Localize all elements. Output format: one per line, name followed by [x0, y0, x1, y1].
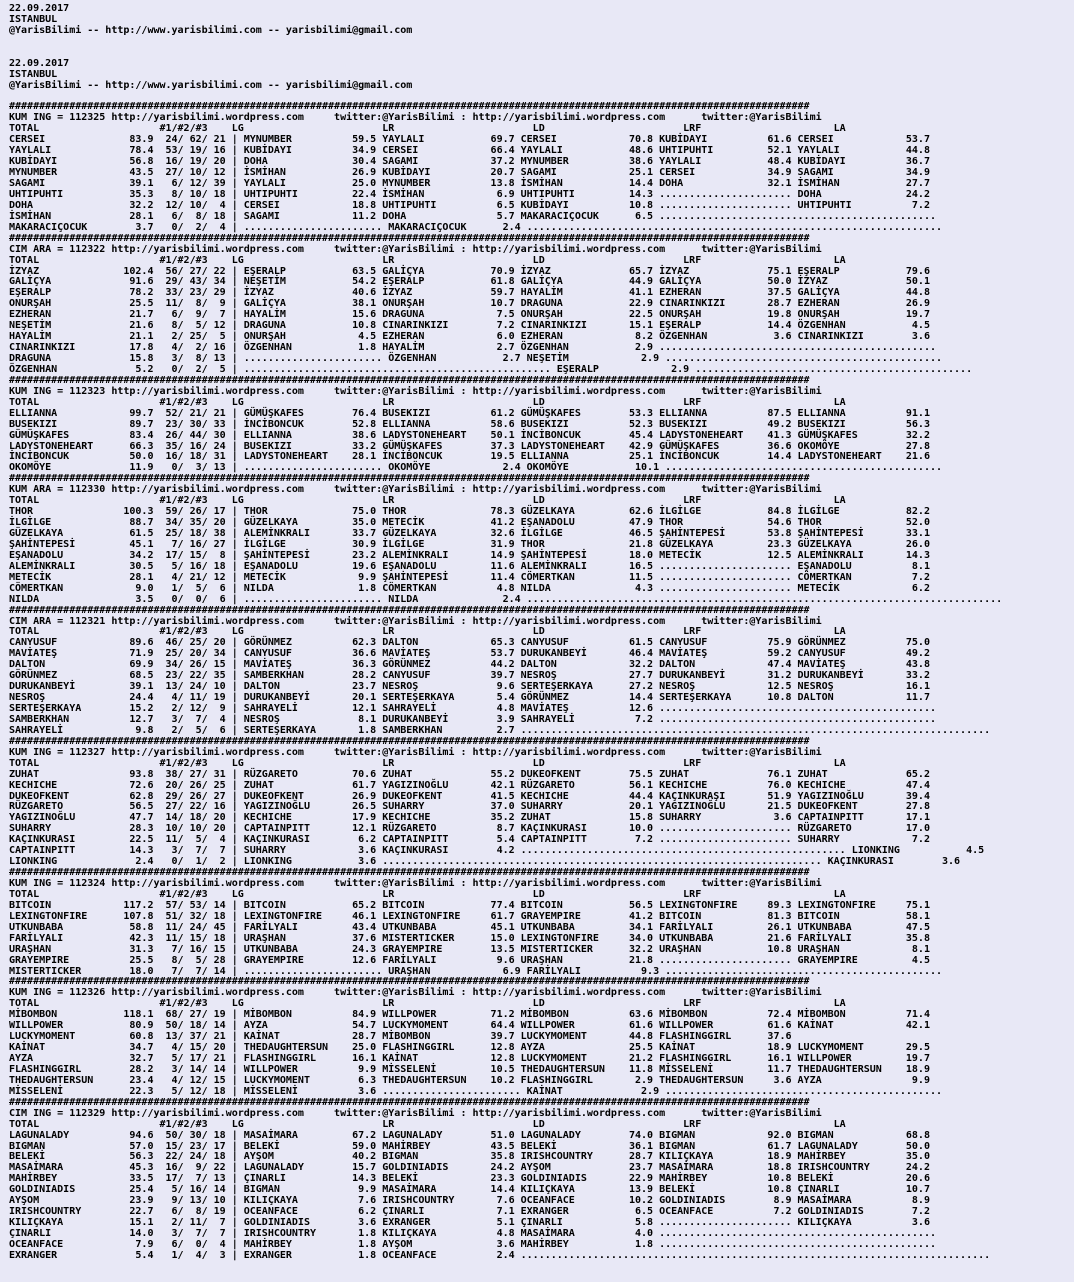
result-row: KAÇINKURASI 22.5 11/ 5/ 4 | KAÇINKURASI 6.2 CAPTAINPITT 5.4 CAPTAINPITT 7.2 ...................... SUHARRY 7.2 [9, 834, 930, 846]
race-title: KUM ING = 112324 http://yarisbilimi.wordpress.com twitter:@YarisBilimi : http://yarisbilimi.wordpress.com twitter:@YarisBilimi [9, 878, 822, 889]
result-row: URAŞHAN 31.3 7/ 16/ 15 | UTKUNBABA 24.3 GRAYEMPIRE 13.5 MISTERTICKER 32.2 URAŞHAN 10.8 URAŞHAN 8.1 [9, 943, 930, 955]
result-row: İSMİHAN 28.1 6/ 8/ 18 | SAGAMI 11.2 DOHA 5.7 MAKARACIÇOCUK 6.5 .............................................. [9, 210, 936, 222]
separator-line: ##################################################################################################################################### [9, 604, 810, 616]
result-row: MAVİATEŞ 71.9 25/ 20/ 34 | CANYUSUF 36.6 MAVİATEŞ 53.7 DURUKANBEYİ 46.4 MAVİATEŞ 59.2 CANYUSUF 49.2 [9, 648, 930, 660]
result-row: YAGIZINOĞLU 47.7 14/ 18/ 20 | KECHICHE 17.9 KECHICHE 35.2 ZUHAT 15.8 SUHARRY 3.6 CAPTAINPITT 17.1 [9, 812, 930, 824]
column-header: TOTAL #1/#2/#3 LG LR LD LRF LA [9, 495, 846, 507]
result-row: METECİK 28.1 4/ 21/ 12 | METECİK 9.9 ŞAHİNTEPESİ 11.4 CÖMERTKAN 11.5 ...................... CÖMERTKAN 7.2 [9, 571, 930, 583]
result-row: İZYAZ 102.4 56/ 27/ 22 | EŞERALP 63.5 GALİÇYA 70.9 İZYAZ 65.7 İZYAZ 75.1 EŞERALP 79.6 [9, 265, 930, 277]
result-row: NILDA 3.5 0/ 0/ 6 | ....................... NILDA 2.4 ............................................................................... [9, 593, 1003, 605]
result-row: BITCOIN 117.2 57/ 53/ 14 | BITCOIN 65.2 BITCOIN 77.4 BITCOIN 56.5 LEXINGTONFIRE 89.3 LEXINGTONFIRE 75.1 [9, 899, 930, 911]
result-row: SAHRAYELİ 9.8 2/ 5/ 6 | SERTEŞERKAYA 1.8 SAMBERKHAN 2.7 .............................................................................. [9, 724, 991, 736]
result-row: ELLIANNA 99.7 52/ 21/ 21 | GÜMÜŞKAFES 76.4 BUSEKIZI 61.2 GÜMÜŞKAFES 53.3 ELLIANNA 87.5 ELLIANNA 91.1 [9, 407, 930, 419]
result-row: ZUHAT 93.8 38/ 27/ 31 | RÜZGARETO 70.6 ZUHAT 55.2 DUKEOFKENT 75.5 ZUHAT 76.1 ZUHAT 65.2 [9, 768, 930, 780]
result-row: OCEANFACE 7.9 6/ 0/ 4 | MAHİRBEY 1.8 AYŞOM 3.6 MAHİRBEY 1.8 .............................................. [9, 1238, 936, 1250]
result-row: HAYALİM 21.1 2/ 25/ 5 | ONURŞAH 4.5 EZHERAN 6.0 EZHERAN 8.2 ÖZGENHAN 3.6 CINARINKIZI 3.6 [9, 331, 930, 343]
result-row: CAPTAINPITT 14.3 3/ 7/ 7 | SUHARRY 3.6 KAÇINKURASI 4.2 ...................................................... LIONKING 4.5 [9, 845, 985, 857]
column-header: TOTAL #1/#2/#3 LG LR LD LRF LA [9, 396, 846, 408]
race-title: CIM ING = 112329 http://yarisbilimi.wordpress.com twitter:@YarisBilimi : http://yarisbilimi.wordpress.com twitter:@YarisBilimi [9, 1107, 822, 1119]
header-line: ISTANBUL [9, 13, 58, 25]
result-row: BUSEKIZI 89.7 23/ 30/ 33 | İNCİBONCUK 52.8 ELLIANNA 58.6 BUSEKIZI 52.3 BUSEKIZI 49.2 BUSEKIZI 56.3 [9, 418, 930, 430]
result-row: KECHICHE 72.6 20/ 26/ 25 | ZUHAT 61.7 YAGIZINOĞLU 42.1 RÜZGARETO 56.1 KECHICHE 76.0 KECHICHE 47.4 [9, 779, 930, 791]
result-row: MİBOMBON 118.1 68/ 27/ 19 | MİBOMBON 84.9 WILLPOWER 71.2 MİBOMBON 63.6 MİBOMBON 72.4 MİBOMBON 71.4 [9, 1009, 930, 1021]
result-row: NEŞETİM 21.6 8/ 5/ 12 | DRAGUNA 10.8 CINARINKIZI 7.2 CINARINKIZI 15.1 EŞERALP 14.4 ÖZGENHAN 4.5 [9, 320, 930, 332]
result-row: DRAGUNA 15.8 3/ 8/ 13 | ....................... ÖZGENHAN 2.7 NEŞETİM 2.9 .............................................. [9, 353, 942, 364]
result-row: FLASHINGGIRL 28.2 3/ 14/ 14 | WILLPOWER 9.9 MİSSELENİ 10.5 THEDAUGHTERSUN 11.8 MİSSELENİ 11.7 THEDAUGHTERSUN 18.9 [9, 1063, 930, 1075]
result-row: LAGUNALADY 94.6 50/ 30/ 18 | MASAİMARA 67.2 LAGUNALADY 51.0 LAGUNALADY 74.0 BIGMAN 92.0 BIGMAN 68.8 [9, 1129, 930, 1141]
column-header: TOTAL #1/#2/#3 LG LR LD LRF LA [9, 626, 846, 638]
race-title: KUM ING = 112325 http://yarisbilimi.wordpress.com twitter:@YarisBilimi : http://yarisbilimi.wordpress.com twitter:@YarisBilimi [9, 112, 822, 124]
result-row: MİSSELENİ 22.3 5/ 12/ 18 | MİSSELENİ 3.6 ....................... KAİNAT 2.9 .............................................. [9, 1085, 942, 1097]
result-row: GÜMÜŞKAFES 83.4 26/ 44/ 30 | ELLIANNA 38.6 LADYSTONEHEART 50.1 İNCİBONCUK 45.4 LADYSTONEHEART 41.3 GÜMÜŞKAFES 32.2 [9, 429, 930, 441]
result-row: DOHA 32.2 12/ 10/ 4 | CERSEI 18.8 UHTIPUHTI 6.5 KUBİDAYI 10.8 ...................... UHTIPUHTI 7.2 [9, 199, 930, 211]
race-title: KUM ING = 112327 http://yarisbilimi.wordpress.com twitter:@YarisBilimi : http://yarisbilimi.wordpress.com twitter:@YarisBilimi [9, 746, 822, 758]
result-row: MASAİMARA 45.3 16/ 9/ 22 | LAGUNALADY 15.7 GOLDINIADIS 24.2 AYŞOM 23.7 MASAİMARA 18.8 IRISHCOUNTRY 24.2 [9, 1162, 930, 1174]
result-row: ONURŞAH 25.5 11/ 8/ 9 | GALİÇYA 38.1 ONURŞAH 10.7 DRAGUNA 22.9 CINARINKIZI 28.7 EZHERAN 26.9 [9, 298, 930, 310]
result-row: EXRANGER 5.4 1/ 4/ 3 | EXRANGER 1.8 OCEANFACE 2.4 .............................................................................. [9, 1249, 991, 1261]
header-line: @YarisBilimi -- http://www.yarisbilimi.com -- yarisbilimi@gmail.com [9, 79, 413, 91]
result-row: SERTEŞERKAYA 15.2 2/ 12/ 9 | SAHRAYELİ 12.1 SAHRAYELİ 4.8 MAVİATEŞ 12.6 .............................................. [9, 703, 936, 714]
race-title: CIM ARA = 112321 http://yarisbilimi.wordpress.com twitter:@YarisBilimi : http://yarisbilimi.wordpress.com twitter:@YarisBilimi [9, 615, 822, 627]
result-row: MAHİRBEY 33.5 17/ 7/ 13 | ÇINARLI 14.3 BELEKİ 23.3 GOLDINIADIS 22.9 MAHİRBEY 10.8 BELEKİ 20.6 [9, 1173, 930, 1185]
header-line [9, 48, 1074, 59]
result-row: CERSEI 83.9 24/ 62/ 21 | MYNUMBER 59.5 YAYLALI 69.7 CERSEI 70.8 KUBİDAYI 61.6 CERSEI 53.7 [9, 134, 930, 146]
result-row: İLGİLGE 88.7 34/ 35/ 20 | GÜZELKAYA 35.0 METECİK 41.2 EŞANADOLU 47.9 THOR 54.6 THOR 52.0 [9, 517, 930, 529]
result-row: EŞERALP 78.2 33/ 23/ 29 | İZYAZ 40.6 İZYAZ 59.7 HAYALİM 41.1 EZHERAN 37.5 GALİÇYA 44.8 [9, 287, 930, 299]
race-title: CIM ARA = 112322 http://yarisbilimi.wordpress.com twitter:@YarisBilimi : http://yarisbilimi.wordpress.com twitter:@YarisBilimi [9, 243, 822, 255]
column-header: TOTAL #1/#2/#3 LG LR LD LRF LA [9, 757, 846, 769]
result-row: IRISHCOUNTRY 22.7 6/ 8/ 19 | OCEANFACE 6.2 ÇINARLI 7.1 EXRANGER 6.5 OCEANFACE 7.2 GOLDINIADIS 7.2 [9, 1206, 930, 1218]
result-row: CÖMERTKAN 9.0 1/ 5/ 6 | NILDA 1.8 CÖMERTKAN 4.8 NILDA 4.3 ...................... METECİK 6.2 [9, 582, 930, 594]
result-row: GRAYEMPIRE 25.5 8/ 5/ 28 | GRAYEMPIRE 12.6 FARİLYALI 9.6 URAŞHAN 21.8 ...................... GRAYEMPIRE 4.5 [9, 954, 930, 966]
header-line: 22.09.2017 [9, 57, 70, 69]
result-row: UTKUNBABA 58.8 11/ 24/ 45 | FARİLYALI 43.4 UTKUNBABA 45.1 UTKUNBABA 34.1 FARİLYALI 26.1 UTKUNBABA 47.5 [9, 921, 930, 933]
column-header: TOTAL #1/#2/#3 LG LR LD LRF LA [9, 1118, 846, 1130]
header-line: @YarisBilimi -- http://www.yarisbilimi.com -- yarisbilimi@gmail.com [9, 24, 413, 36]
result-row: ŞAHİNTEPESİ 45.1 7/ 16/ 27 | İLGİLGE 30.9 İLGİLGE 31.9 THOR 21.8 GÜZELKAYA 23.3 GÜZELKAYA 26.0 [9, 538, 930, 550]
separator-line: ##################################################################################################################################### [9, 473, 810, 485]
race-title: KUM ING = 112323 http://yarisbilimi.wordpress.com twitter:@YarisBilimi : http://yarisbilimi.wordpress.com twitter:@YarisBilimi [9, 385, 822, 397]
result-row: MISTERTICKER 18.0 7/ 7/ 14 | ....................... URAŞHAN 6.9 FARİLYALI 9.3 .............................................. [9, 965, 942, 977]
separator-line: ##################################################################################################################################### [9, 374, 810, 386]
result-row: DALTON 69.9 34/ 26/ 15 | MAVİATEŞ 36.3 GÖRÜNMEZ 44.2 DALTON 32.2 DALTON 47.4 MAVİATEŞ 43.8 [9, 659, 930, 671]
result-row: LIONKING 2.4 0/ 1/ 2 | LIONKING 3.6 ......................................................................... KAÇINKURASI 3.6 [9, 856, 961, 868]
result-row: SUHARRY 28.3 10/ 10/ 20 | CAPTAINPITT 12.1 RÜZGARETO 8.7 KAÇINKURASI 10.0 ...................... RÜZGARETO 17.0 [9, 823, 930, 835]
result-row: BIGMAN 57.0 15/ 23/ 17 | BELEKİ 59.0 MAHİRBEY 43.5 BELEKİ 36.1 BIGMAN 61.7 LAGUNALADY 50.0 [9, 1140, 930, 1152]
separator-line: ##################################################################################################################################### [9, 976, 810, 988]
result-row: DURUKANBEYİ 39.1 13/ 24/ 10 | DALTON 23.7 NESROŞ 9.6 SERTEŞERKAYA 27.2 NESROŞ 12.5 NESROŞ 16.1 [9, 681, 930, 693]
separator-line: ##################################################################################################################################### [9, 1096, 810, 1108]
result-row: KUBİDAYI 56.8 16/ 19/ 20 | DOHA 30.4 SAGAMI 37.2 MYNUMBER 38.6 YAYLALI 48.4 KUBİDAYI 36.7 [9, 156, 930, 168]
column-header: TOTAL #1/#2/#3 LG LR LD LRF LA [9, 998, 846, 1010]
result-row: ÇINARLI 14.0 3/ 7/ 7 | IRISHCOUNTRY 1.8 KILIÇKAYA 4.8 MASAİMARA 4.0 .............................................. [9, 1228, 936, 1239]
separator-line: ##################################################################################################################################### [9, 232, 810, 244]
result-row: WILLPOWER 80.9 50/ 18/ 14 | AYZA 54.7 LUCKYMOMENT 64.4 WILLPOWER 61.6 WILLPOWER 61.6 KAİNAT 42.1 [9, 1020, 930, 1032]
column-header: TOTAL #1/#2/#3 LG LR LD LRF LA [9, 888, 846, 900]
result-row: AYŞOM 23.9 9/ 13/ 10 | KILIÇKAYA 7.6 IRISHCOUNTRY 7.6 OCEANFACE 10.2 GOLDINIADIS 8.9 MASAİMARA 8.9 [9, 1195, 930, 1207]
result-row: SAGAMI 39.1 6/ 12/ 39 | YAYLALI 25.0 MYNUMBER 13.8 İSMİHAN 14.4 DOHA 32.1 İSMİHAN 27.7 [9, 178, 930, 189]
result-row: LEXINGTONFIRE 107.8 51/ 32/ 18 | LEXINGTONFIRE 46.1 LEXINGTONFIRE 61.7 GRAYEMPIRE 41.2 BITCOIN 81.3 BITCOIN 58.1 [9, 910, 930, 922]
result-row: GOLDINIADIS 25.4 5/ 16/ 14 | BIGMAN 9.9 MASAİMARA 14.4 KILIÇKAYA 13.9 BELEKİ 10.8 ÇINARLI 10.7 [9, 1184, 930, 1196]
result-row: KILIÇKAYA 15.1 2/ 11/ 7 | GOLDINIADIS 3.6 EXRANGER 5.1 ÇINARLI 5.8 ...................... KILIÇKAYA 3.6 [9, 1217, 930, 1229]
header-line: ISTANBUL [9, 68, 58, 80]
result-row: FARİLYALI 42.3 11/ 15/ 18 | URAŞHAN 37.6 MISTERTICKER 15.0 LEXINGTONFIRE 34.0 UTKUNBABA 21.6 FARİLYALI 35.8 [9, 932, 930, 944]
result-row: EZHERAN 21.7 6/ 9/ 7 | HAYALİM 15.6 DRAGUNA 7.5 ONURŞAH 22.5 ONURŞAH 19.8 ONURŞAH 19.7 [9, 309, 930, 321]
result-row: İNCİBONCUK 50.0 16/ 18/ 31 | LADYSTONEHEART 28.1 İNCİBONCUK 19.5 ELLIANNA 25.1 İNCİBONCUK 14.4 LADYSTONEHEART 21.6 [9, 451, 930, 463]
result-row: CINARINKIZI 17.8 4/ 2/ 16 | ÖZGENHAN 1.8 HAYALİM 2.7 ÖZGENHAN 2.9 .............................................. [9, 342, 936, 354]
result-row: GÜZELKAYA 61.5 25/ 18/ 38 | ALEMİNKRALI 33.7 GÜZELKAYA 32.6 İLGİLGE 46.5 ŞAHİNTEPESİ 53.8 ŞAHİNTEPESİ 33.1 [9, 528, 930, 539]
result-row: OKOMÖYE 11.9 0/ 3/ 13 | ....................... OKOMÖYE 2.4 OKOMÖYE 10.1 .............................................. [9, 462, 942, 474]
result-row: CANYUSUF 89.6 46/ 25/ 20 | GÖRÜNMEZ 62.3 DALTON 65.3 CANYUSUF 61.5 CANYUSUF 75.9 GÖRÜNMEZ 75.0 [9, 637, 930, 649]
header-line: 22.09.2017 [9, 3, 70, 14]
race-title: KUM ARA = 112330 http://yarisbilimi.wordpress.com twitter:@YarisBilimi : http://yarisbilimi.wordpress.com twitter:@YarisBilimi [9, 484, 822, 496]
result-row: LADYSTONEHEART 66.3 35/ 16/ 24 | BUSEKIZI 33.2 GÜMÜŞKAFES 37.3 LADYSTONEHEART 42.9 GÜMÜŞKAFES 36.6 OKOMÖYE 27.8 [9, 440, 930, 452]
result-row: UHTIPUHTI 35.3 8/ 10/ 18 | UHTIPUHTI 22.4 İSMİHAN 6.9 UHTIPUHTI 14.3 ...................... DOHA 24.2 [9, 188, 930, 200]
result-row: GALİÇYA 91.6 29/ 43/ 34 | NEŞETİM 54.2 EŞERALP 61.8 GALİÇYA 44.9 GALİÇYA 50.0 İZYAZ 50.1 [9, 276, 930, 288]
separator-line: ##################################################################################################################################### [9, 735, 810, 747]
result-row: MYNUMBER 43.5 27/ 10/ 12 | İSMİHAN 26.9 KUBİDAYI 20.7 SAGAMI 25.1 CERSEI 34.9 SAGAMI 34.9 [9, 167, 930, 179]
result-row: YAYLALI 78.4 53/ 19/ 16 | KUBİDAYI 34.9 CERSEI 66.4 YAYLALI 48.6 UHTIPUHTI 52.1 YAYLALI 44.8 [9, 145, 930, 157]
race-title: KUM ING = 112326 http://yarisbilimi.wordpress.com twitter:@YarisBilimi : http://yarisbilimi.wordpress.com twitter:@YarisBilimi [9, 987, 822, 999]
result-row: ALEMİNKRALI 30.5 5/ 16/ 18 | EŞANADOLU 19.6 EŞANADOLU 11.6 ALEMİNKRALI 16.5 ...................... EŞANADOLU 8.1 [9, 560, 930, 572]
result-row: MAKARACIÇOCUK 3.7 0/ 2/ 4 | ....................... MAKARACIÇOCUK 2.4 ..................................................................... [9, 221, 942, 233]
column-header: TOTAL #1/#2/#3 LG LR LD LRF LA [9, 254, 846, 266]
result-row: AYZA 32.7 5/ 17/ 21 | FLASHINGGIRL 16.1 KAİNAT 12.8 LUCKYMOMENT 21.2 FLASHINGGIRL 16.1 WILLPOWER 19.7 [9, 1053, 930, 1064]
result-row: THEDAUGHTERSUN 23.4 4/ 12/ 15 | LUCKYMOMENT 6.3 THEDAUGHTERSUN 10.2 FLASHINGGIRL 2.9 THEDAUGHTERSUN 3.6 AYZA 9.9 [9, 1074, 930, 1086]
separator-line: ##################################################################################################################################### [9, 101, 810, 113]
result-row: GÖRÜNMEZ 68.5 23/ 22/ 35 | SAMBERKHAN 28.2 CANYUSUF 39.7 NESROŞ 27.7 DURUKANBEYİ 31.2 DURUKANBEYİ 33.2 [9, 670, 930, 682]
result-row: DUKEOFKENT 62.8 29/ 26/ 27 | DUKEOFKENT 26.9 DUKEOFKENT 41.5 KECHICHE 44.4 KAÇINKURAŞI 51.9 YAGIZINOĞLU 39.4 [9, 790, 930, 802]
header-line [9, 37, 1074, 48]
column-header: TOTAL #1/#2/#3 LG LR LD LRF LA [9, 123, 846, 135]
separator-line: ##################################################################################################################################### [9, 867, 810, 879]
result-row: RÜZGARETO 56.5 27/ 22/ 16 | YAGIZINOĞLU 26.5 SUHARRY 37.0 SUHARRY 20.1 YAGIZINOĞLU 21.5 DUKEOFKENT 27.8 [9, 801, 930, 813]
result-row: SAMBERKHAN 12.7 3/ 7/ 4 | NESROŞ 8.1 DURUKANBEYİ 3.9 SAHRAYELİ 7.2 .............................................. [9, 713, 936, 725]
result-row: LUCKYMOMENT 60.8 13/ 37/ 21 | KAİNAT 28.7 MİBOMBON 39.7 LUCKYMOMENT 44.8 FLASHINGGIRL 37.6 [9, 1031, 792, 1043]
result-row: NESROŞ 24.4 4/ 11/ 19 | DURUKANBEYİ 20.1 SERTEŞERKAYA 5.4 GÖRÜNMEZ 14.4 SERTEŞERKAYA 10.8 DALTON 11.7 [9, 692, 930, 704]
result-row: BELEKİ 56.3 22/ 24/ 18 | AYŞOM 40.2 BIGMAN 35.8 IRISHCOUNTRY 28.7 KILIÇKAYA 18.9 MAHİRBEY 35.0 [9, 1151, 930, 1163]
result-row: EŞANADOLU 34.2 17/ 15/ 8 | ŞAHİNTEPESİ 23.2 ALEMİNKRALI 14.9 ŞAHİNTEPESİ 18.0 METECİK 12.5 ALEMİNKRALI 14.3 [9, 549, 930, 561]
result-row: THOR 100.3 59/ 26/ 17 | THOR 75.0 THOR 78.3 GÜZELKAYA 62.6 İLGİLGE 84.8 İLGİLGE 82.2 [9, 506, 930, 518]
result-row: KAİNAT 34.7 4/ 15/ 20 | THEDAUGHTERSUN 25.0 FLASHINGGIRL 12.8 AYZA 25.5 KAİNAT 18.9 LUCKYMOMENT 29.5 [9, 1042, 930, 1054]
result-row: ÖZGENHAN 5.2 0/ 2/ 5 | ................................................... EŞERALP 2.9 .............................................. [9, 363, 973, 375]
